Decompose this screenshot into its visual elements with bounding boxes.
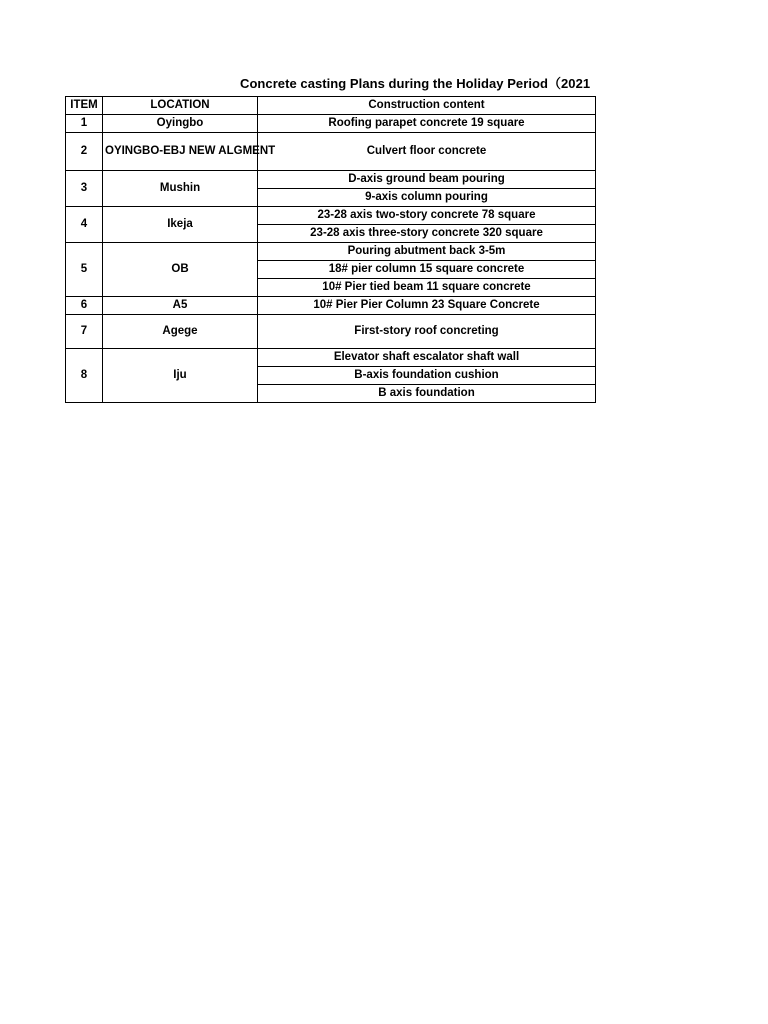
item-number: 8 <box>66 349 103 403</box>
content-cell: 23-28 axis two-story concrete 78 square <box>258 207 596 225</box>
table-row <box>66 115 596 133</box>
table-row <box>66 349 596 367</box>
document-title: Concrete casting Plans during the Holiday Period（2021 <box>240 76 591 91</box>
location-cell: OYINGBO-EBJ NEW ALGMENT <box>103 133 258 171</box>
table-row <box>66 243 596 261</box>
location-cell: Ikeja <box>103 207 258 243</box>
table-row <box>66 315 596 349</box>
table-row <box>66 207 596 225</box>
item-number: 7 <box>66 315 103 349</box>
content-cell: 10# Pier tied beam 11 square concrete <box>258 279 596 297</box>
item-number: 2 <box>66 133 103 171</box>
item-number: 1 <box>66 115 103 133</box>
header-location: LOCATION <box>103 97 258 115</box>
header-item: ITEM <box>66 97 103 115</box>
item-number: 3 <box>66 171 103 207</box>
content-cell: Elevator shaft escalator shaft wall <box>258 349 596 367</box>
table-row <box>66 133 596 171</box>
item-number: 6 <box>66 297 103 315</box>
location-cell: Iju <box>103 349 258 403</box>
location-cell: OB <box>103 243 258 297</box>
content-cell: Pouring abutment back 3-5m <box>258 243 596 261</box>
content-cell: B axis foundation <box>258 385 596 403</box>
content-cell: 23-28 axis three-story concrete 320 square <box>258 225 596 243</box>
content-cell: 18# pier column 15 square concrete <box>258 261 596 279</box>
content-cell: 9-axis column pouring <box>258 189 596 207</box>
content-cell: First-story roof concreting <box>258 315 596 349</box>
header-construction-content: Construction content <box>258 97 596 115</box>
location-cell: Oyingbo <box>103 115 258 133</box>
content-cell: Culvert floor concrete <box>258 133 596 171</box>
content-cell: Roofing parapet concrete 19 square <box>258 115 596 133</box>
content-cell: B-axis foundation cushion <box>258 367 596 385</box>
location-cell: Agege <box>103 315 258 349</box>
table-header-row <box>66 97 596 115</box>
content-cell: D-axis ground beam pouring <box>258 171 596 189</box>
item-number: 5 <box>66 243 103 297</box>
location-cell: Mushin <box>103 171 258 207</box>
content-cell: 10# Pier Pier Column 23 Square Concrete <box>258 297 596 315</box>
item-number: 4 <box>66 207 103 243</box>
table-row <box>66 297 596 315</box>
casting-plan-table <box>65 96 596 403</box>
location-cell: A5 <box>103 297 258 315</box>
table-row <box>66 171 596 189</box>
